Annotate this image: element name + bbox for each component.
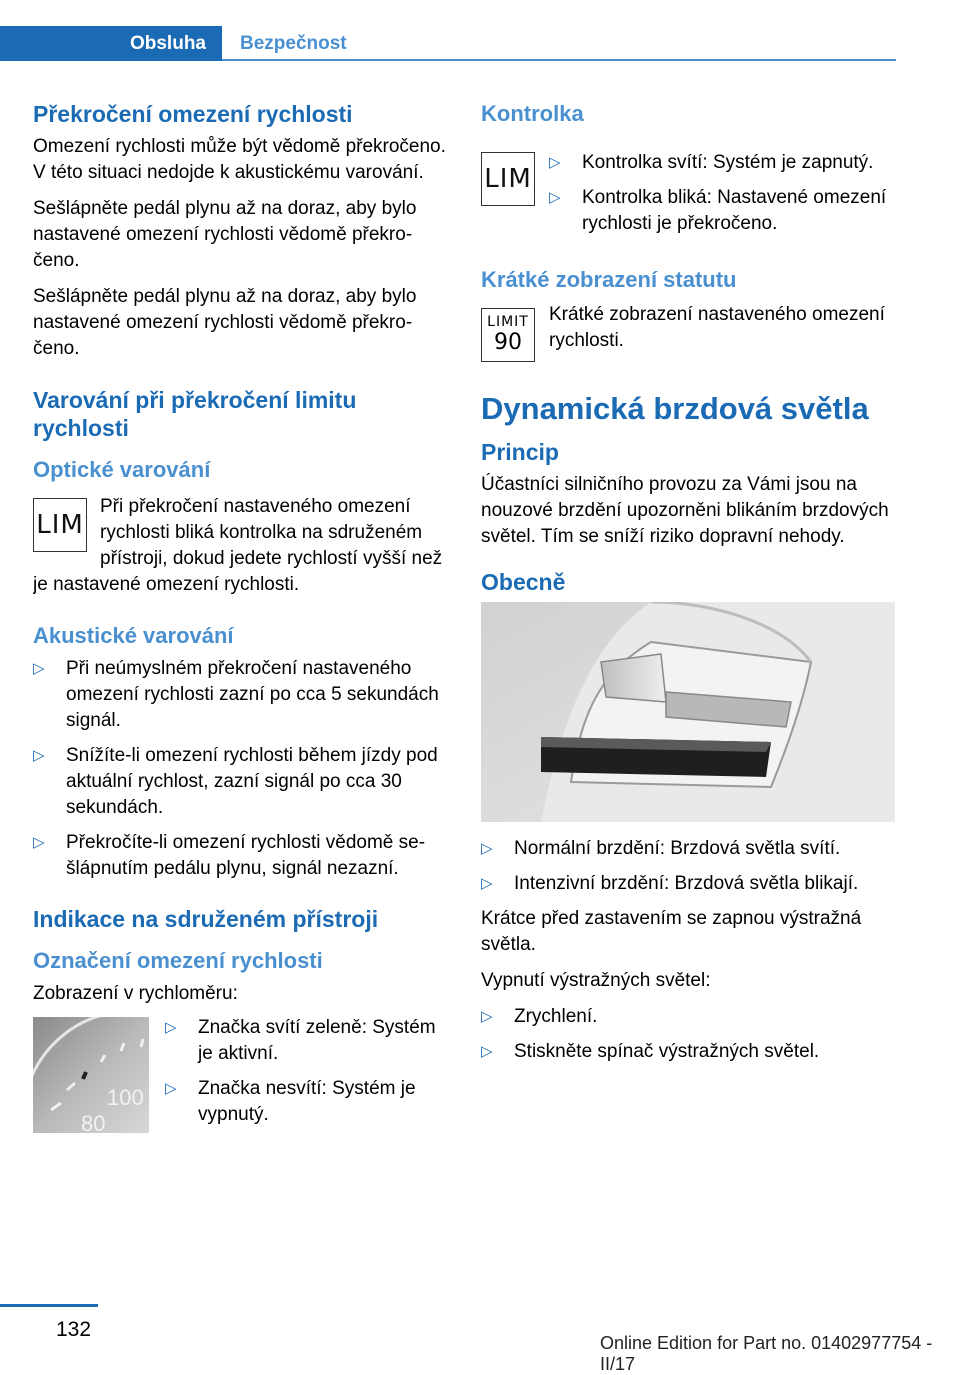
list-item xyxy=(33,656,447,734)
heading-speed-warning: Varování při překročení limitu rychlosti xyxy=(33,387,357,441)
tab-bezpecnost-label: Bezpečnost xyxy=(240,32,347,54)
list-item-text: Intenzivní brzdění: Brzdová světla blikají. xyxy=(514,873,859,894)
list-item-text: Stiskněte spínač výstražných světel. xyxy=(514,1041,820,1062)
triangle-bullet-icon: ▷ xyxy=(481,1043,493,1060)
triangle-bullet-icon: ▷ xyxy=(549,154,561,171)
speedo-label-80: 80 xyxy=(81,1111,106,1133)
brake-list xyxy=(481,836,895,897)
principle-text: Účastníci silničního provozu za Vámi jsou na nouzové brzdění upozorněni blikáním brzdových světel. Tím se sníží riziko dopravní nehody. xyxy=(481,474,889,547)
marking-list xyxy=(165,1015,447,1137)
triangle-bullet-icon: ▷ xyxy=(33,834,45,851)
heading-lamp: Kontrolka xyxy=(481,101,584,126)
heading-general: Obecně xyxy=(481,569,566,595)
paragraph-exceed-1: Omezení rychlosti může být vědomě překročeno. V této situaci nedojde k akustickému varování. xyxy=(33,136,446,183)
marking-intro: Zobrazení v rychloměru: xyxy=(33,983,238,1004)
tail-light-image xyxy=(481,602,895,822)
heading-optical-warning: Optické varování xyxy=(33,457,211,482)
optical-warning-text: Při překročení nastaveného omezení rychlosti bliká kontrolka na sdruženém přístroji, dokud jedete rychlostí vyšší než je nastavené omezení rychlosti. xyxy=(33,496,443,595)
paragraph-exceed-2: Sešlápněte pedál plynu až na doraz, aby bylo nastavené omezení rychlosti vědomě překročeno. xyxy=(33,198,417,271)
speedo-label-100: 100 xyxy=(107,1085,144,1110)
acoustic-list xyxy=(33,656,447,882)
limit-90-icon xyxy=(481,308,535,362)
speedometer-image xyxy=(33,1017,149,1133)
list-item xyxy=(481,1039,895,1065)
list-item-text: Snížíte-li omezení rychlosti během jízdy pod aktuální rychlost, zazní signál po cca 30 sekundách. xyxy=(66,745,438,818)
list-item xyxy=(165,1015,447,1067)
list-item-text: Překročíte-li omezení rychlosti vědomě sešlápnutím pedálu plynu, signál nezazní. xyxy=(66,832,426,879)
triangle-bullet-icon: ▷ xyxy=(481,840,493,857)
status-row xyxy=(481,300,895,364)
list-item xyxy=(33,743,447,821)
list-item xyxy=(33,830,447,882)
heading-speed-exceed: Překročení omezení rychlosti xyxy=(33,101,353,127)
hazard-text: Krátce před zastavením se zapnou výstražná světla. xyxy=(481,908,862,955)
triangle-bullet-icon: ▷ xyxy=(549,189,561,206)
triangle-bullet-icon: ▷ xyxy=(165,1019,177,1036)
heading-indicator: Indikace na sdruženém přístroji xyxy=(33,906,379,932)
list-item xyxy=(549,185,895,237)
list-item-text: Normální brzdění: Brzdová světla svítí. xyxy=(514,838,841,859)
limit-icon-value: 90 xyxy=(494,330,522,355)
section-tabs xyxy=(0,26,896,62)
heading-acoustic-warning: Akustické varování xyxy=(33,623,234,648)
left-column xyxy=(33,100,447,1137)
list-item-text: Zrychlení. xyxy=(514,1006,598,1027)
list-item-text: Kontrolka bliká: Nastavené omezení rychlosti je překročeno. xyxy=(582,187,887,234)
lim-icon-text: LIM xyxy=(36,510,84,540)
lim-indicator-icon xyxy=(481,152,535,206)
off-intro: Vypnutí výstražných světel: xyxy=(481,970,711,991)
triangle-bullet-icon: ▷ xyxy=(33,660,45,677)
list-item xyxy=(549,150,895,176)
list-item-text: Kontrolka svítí: Systém je zapnutý. xyxy=(582,152,874,173)
list-item xyxy=(165,1076,447,1128)
heading-dynamic-brake-lights: Dynamická brzdová světla xyxy=(481,391,869,426)
right-column xyxy=(481,100,895,1074)
tab-obsluha[interactable] xyxy=(0,26,222,61)
heading-status: Krátké zobrazení statutu xyxy=(481,267,737,292)
heading-principle: Princip xyxy=(481,439,559,465)
tab-obsluha-label: Obsluha xyxy=(129,32,206,54)
tab-bezpecnost[interactable] xyxy=(240,26,347,61)
triangle-bullet-icon: ▷ xyxy=(33,747,45,764)
lim-indicator-icon xyxy=(33,498,87,552)
list-item-text: Značka svítí zeleně: Systém je aktivní. xyxy=(198,1017,436,1064)
heading-marking: Označení omezení rychlosti xyxy=(33,948,323,973)
tab-divider-line xyxy=(222,59,896,61)
triangle-bullet-icon: ▷ xyxy=(481,1008,493,1025)
speedometer-row xyxy=(33,1017,447,1137)
paragraph-exceed-3: Sešlápněte pedál plynu až na doraz, aby bylo nastavené omezení rychlosti vědomě překročeno. xyxy=(33,286,417,359)
list-item-text: Značka nesvítí: Systém je vypnutý. xyxy=(198,1078,416,1125)
lim-icon-text: LIM xyxy=(484,164,532,194)
list-item xyxy=(481,871,895,897)
lamp-row xyxy=(481,134,895,246)
lamp-list xyxy=(549,150,895,246)
triangle-bullet-icon: ▷ xyxy=(481,875,493,892)
list-item-text: Při neúmyslném překročení nastaveného omezení rychlosti zazní po cca 5 sekundách signál. xyxy=(66,658,439,731)
list-item xyxy=(481,836,895,862)
footer-accent-line xyxy=(0,1304,98,1307)
limit-icon-label: LIMIT xyxy=(487,314,529,330)
triangle-bullet-icon: ▷ xyxy=(165,1080,177,1097)
off-list xyxy=(481,1004,895,1065)
list-item xyxy=(481,1004,895,1030)
edition-note: Online Edition for Part no. 01402977754 - II/17 xyxy=(600,1333,933,1374)
page-number: 132 xyxy=(56,1318,92,1341)
status-text: Krátké zobrazení nastaveného omezení rychlosti. xyxy=(549,304,885,351)
